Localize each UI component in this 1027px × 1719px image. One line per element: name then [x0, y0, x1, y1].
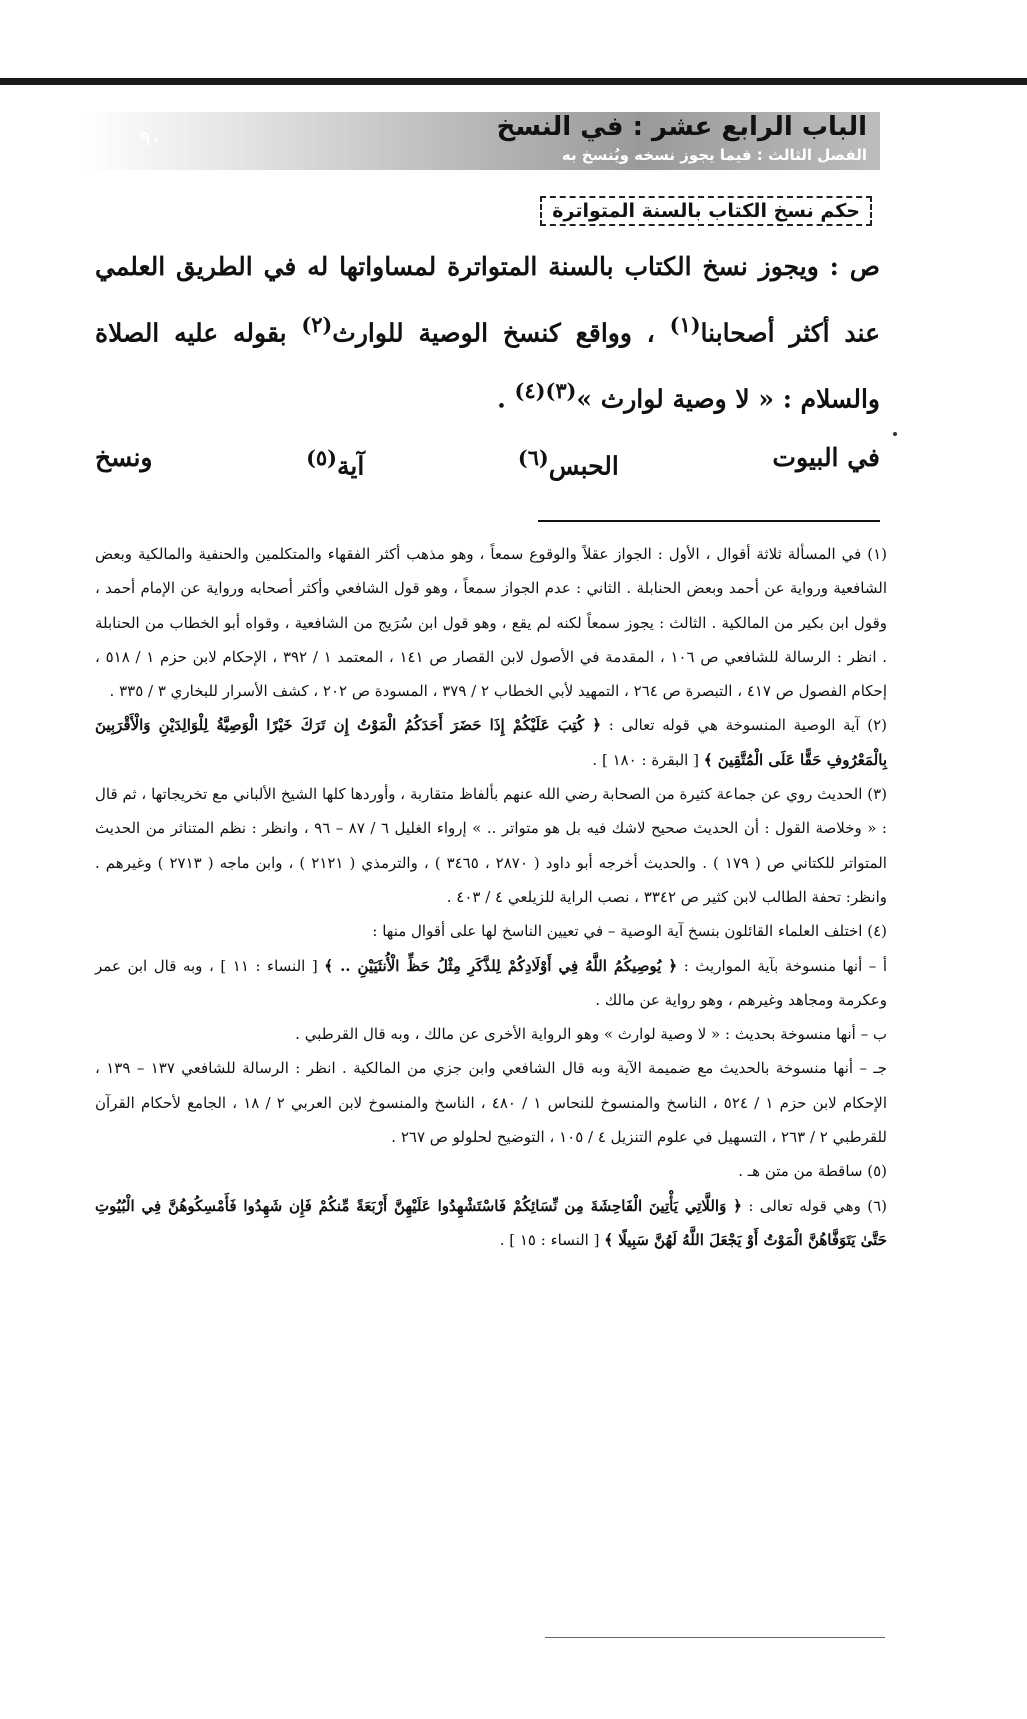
footnote-2-quran: ﴿ كُتِبَ عَلَيْكُمْ إِذَا حَضَرَ أَحَدَكُمُ الْمَوْتُ إِن تَرَكَ خَيْرًا الْوَصِيَّةُ لِلْوَالِدَيْنِ وَالْأَقْرَبِينَ بِالْمَعْرُوفِ حَقًّا عَلَى الْمُتَّقِينَ ﴾ [95, 716, 887, 769]
footnote-separator [538, 520, 880, 522]
footnote-ref-1: (١) [669, 312, 701, 337]
footnote-6-quran: ﴿ وَاللَّاتِي يَأْتِينَ الْفَاحِشَةَ مِن نِّسَائِكُمْ فَاسْتَشْهِدُوا عَلَيْهِنَّ أَرْبَعَةً مِّنكُمْ فَإِن شَهِدُوا فَأَمْسِكُوهُنَّ فِي الْبُيُوتِ حَتَّىٰ يَتَوَفَّاهُنَّ الْمَوْتُ أَوْ يَجْعَلَ اللَّهُ لَهُنَّ سَبِيلًا ﴾ [95, 1196, 887, 1249]
word-habs [518, 429, 619, 495]
footnote-6-ref: [ النساء : ١٥ ] . [499, 1230, 605, 1249]
section-title: الفصل الثالث : فيما يجوز نسخه ويُنسخ به [561, 146, 867, 164]
footnote-2 [95, 708, 887, 777]
main-paragraph [95, 238, 880, 429]
main-text [95, 238, 880, 495]
chapter-title: الباب الرابع عشر : في النسخ [496, 112, 867, 142]
footnote-6-intro: (٦) وهي قوله تعالى : [741, 1196, 887, 1215]
footnote-ref-5: (٥) [306, 444, 337, 470]
word-habs-text: الحبس [548, 450, 619, 480]
main-text-last-line [95, 429, 880, 495]
page-number: ٩٠ [140, 126, 162, 150]
topic-title: حكم نسخ الكتاب بالسنة المتواترة [540, 196, 872, 226]
footnote-2-ref: [ البقرة : ١٨٠ ] . [592, 750, 704, 769]
footnote-3: (٣) الحديث روي عن جماعة كثيرة من الصحابة رضي الله عنهم بألفاظ متقاربة ، وأوردها كلها الشيخ الألباني مع تخريجاتها ، ثم قال : « وخلاصة القول : أن الحديث صحيح لاشك فيه بل هو متواتر .. » إرواء الغليل ٦ / ٨٧ – ٩٦ ، وانظر : نظم المتناثر من الحديث المتواتر للكتاني ص ( ١٧٩ ) . والحديث أخرجه أبو داود ( ٢٨٧٠ ، ٣٤٦٥ ) ، والترمذي ( ٢١٢١ ) ، وابن ماجه ( ٢٧١٣ ) وغيرهم . وانظر: تحفة الطالب لابن كثير ص ٣٣٤٢ ، نصب الراية للزيلعي ٤ / ٤٠٣ . [95, 785, 887, 906]
footnotes [95, 537, 887, 1257]
footnote-4-a [95, 949, 887, 1018]
footnote-5: (٥) ساقطة من متن هـ . [738, 1162, 887, 1181]
footnote-1: (١) في المسألة ثلاثة أقوال ، الأول : الجواز عقلاً والوقوع سمعاً ، وهو مذهب أكثر الفقهاء والمتكلمين والحنفية والمالكية وبعض الشافعية ورواية عن أحمد وبعض الحنابلة . الثاني : عدم الجواز سمعاً ، وهو قول الشافعي وأكثر أصحابه ورواية عن الإمام أحمد ، وقول ابن بكير من المالكية . الثالث : يجوز سمعاً لكنه لم يقع ، وهو قول ابن سُرَيج من الشافعية ، وقواه أبو الخطاب من الحنابلة . انظر : الرسالة للشافعي ص ١٠٦ ، المقدمة في الأصول لابن القصار ص ١٤١ ، المعتمد ١ / ٣٩٢ ، الإحكام لابن حزم ١ / ٥١٨ ، إحكام الفصول ص ٤١٧ ، التبصرة ص ٢٦٤ ، التمهيد لأبي الخطاب ٢ / ٣٧٩ ، المسودة ص ٢٠٢ ، كشف الأسرار للبخاري ٣ / ٣٣٥ . [95, 545, 888, 701]
word-ayah [306, 429, 364, 495]
main-text-line2b: بقوله عليه الصلاة والسلام : « لا وصية لوارث » [95, 318, 880, 414]
footnote-4-c: جـ – أنها منسوخة بالحديث مع ضميمة الآية وبه قال الشافعي وابن جزي من المالكية . انظر : الرسالة للشافعي ١٣٧ – ١٣٩ ، الإحكام لابن حزم ١ / ٥٢٤ ، الناسخ والمنسوخ للنحاس ١ / ٤٨٠ ، الناسخ والمنسوخ لابن العربي ٢ / ١٨ ، الجامع لأحكام القرآن للقرطبي ٢ / ٢٦٣ ، التسهيل في علوم التنزيل ٤ / ١٠٥ ، التوضيح لحلولو ص ٢٦٧ . [95, 1059, 888, 1147]
word-ayah-text: آية [336, 450, 365, 480]
main-text-line2a: ، وواقع كنسخ الوصية للوارث [332, 318, 670, 348]
footnote-2-intro: (٢) آية الوصية المنسوخة هي قوله تعالى : [601, 716, 887, 735]
top-rule [0, 78, 1027, 85]
margin-dot [893, 432, 897, 436]
main-text-line1: ص : ويجوز نسخ الكتاب بالسنة المتواترة لمساواتها له في الطريق العلمي عند أكثر أصحابنا [95, 252, 880, 348]
word-naskh: ونسخ [95, 442, 153, 472]
footnote-ref-3-4: (٣)(٤) [514, 378, 577, 404]
footnote-4-b: ب – أنها منسوخة بحديث : « لا وصية لوارث » وهو الرواية الأخرى عن مالك ، وبه قال القرطبي . [295, 1025, 887, 1044]
footnote-4: (٤) اختلف العلماء القائلون بنسخ آية الوصية – في تعيين الناسخ لها على أقوال منها : [372, 922, 887, 941]
footnote-ref-2: (٢) [301, 312, 333, 337]
main-text-line2c: . [497, 384, 515, 414]
footnote-4-a-quran: ﴿ يُوصِيكُمُ اللَّهُ فِي أَوْلَادِكُمْ لِلذَّكَرِ مِثْلُ حَظِّ الْأُنثَيَيْنِ .. ﴾ [324, 956, 678, 975]
bottom-rule [545, 1637, 885, 1638]
footnote-ref-6: (٦) [517, 444, 549, 470]
word-fil-buyut: في البيوت [772, 442, 880, 472]
footnote-4-a-rest: [ النساء : ١١ ] ، وبه قال ابن عمر وعكرمة ومجاهد وغيرهم ، وهو رواية عن مالك . [95, 956, 887, 1009]
footnote-4-a-intro: أ – أنها منسوخة بآية المواريث : [677, 956, 888, 975]
footnote-6 [95, 1189, 887, 1258]
